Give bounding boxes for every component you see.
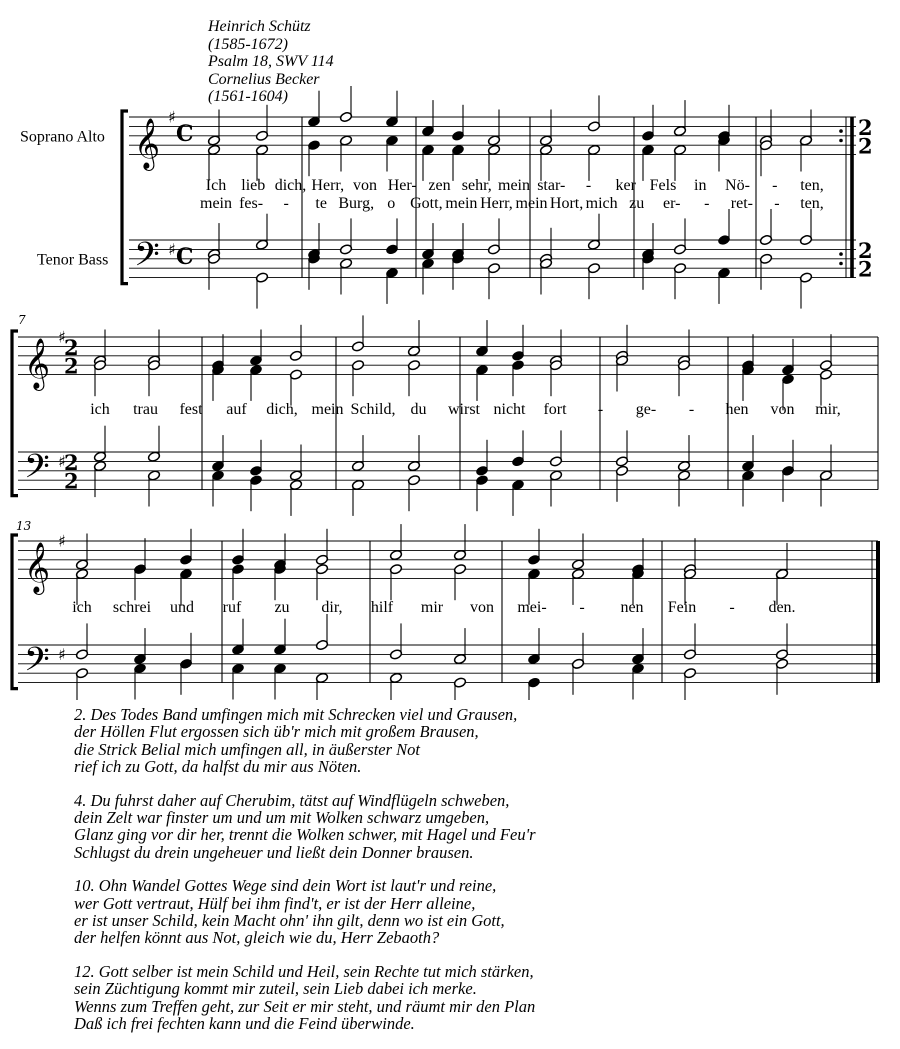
lyric-syllable: mir xyxy=(420,599,444,616)
lyric-syllable: fest xyxy=(179,401,203,418)
verse xyxy=(74,706,536,776)
lyric-syllable: ich xyxy=(90,401,110,418)
bass-clef-icon: 𝄢 xyxy=(24,640,50,687)
lyric-syllable: Ich xyxy=(205,177,227,194)
lyric-syllable: schrei xyxy=(112,599,152,616)
lyric-syllable: - xyxy=(283,195,289,212)
lyric-syllable: hilf xyxy=(370,599,394,616)
measure-number: 13 xyxy=(16,519,32,533)
lyric-syllable: fort xyxy=(543,401,567,418)
lyric-syllable: mein xyxy=(515,195,548,212)
part-name-soprano-alto: Soprano Alto xyxy=(20,128,105,146)
lyric-syllable: in xyxy=(694,177,707,194)
lyric-syllable: ich xyxy=(72,599,92,616)
verses-block xyxy=(74,706,536,1049)
lyric-syllable: Hort, xyxy=(549,195,584,212)
verse-line: Glanz ging vor dir her, trennt die Wolken schwer, mit Hagel und Feu'r xyxy=(74,825,536,845)
lyric-syllable: dich, xyxy=(274,177,307,194)
verse-line: 10. Ohn Wandel Gottes Wege sind dein Wort ist laut'r und reine, xyxy=(74,876,497,896)
lyric-syllable: - xyxy=(579,599,585,616)
key-signature-sharp: ♯ xyxy=(168,240,176,260)
lyric-syllable: Herr, xyxy=(480,195,513,212)
header-line: (1585-1672) xyxy=(208,35,288,53)
time-signature: 2 xyxy=(858,256,873,282)
treble-clef-icon: 𝄞 xyxy=(24,541,51,593)
lyric-syllable: mein xyxy=(311,401,344,418)
lyric-syllable: den. xyxy=(768,599,796,616)
verse-line: Schlugst du drein ungeheuer und ließt dein Donner brausen. xyxy=(74,842,474,862)
lyric-syllable: te xyxy=(315,195,327,212)
lyric-syllable: ten, xyxy=(800,195,824,212)
lyric-syllable: Fein xyxy=(667,599,697,616)
lyric-syllable: - xyxy=(729,599,735,616)
lyric-syllable: ten, xyxy=(800,177,824,194)
lyric-syllable: ret- xyxy=(730,195,753,212)
lyric-syllable: zu xyxy=(274,599,290,616)
time-signature: 2 xyxy=(64,353,79,379)
lyric-syllable: ge- xyxy=(635,401,657,418)
lyric-syllable: dich, xyxy=(266,401,298,418)
lyric-syllable: mein xyxy=(445,195,478,212)
lyric-syllable: trau xyxy=(133,401,158,418)
time-signature: 2 xyxy=(858,114,873,140)
key-signature-sharp: ♯ xyxy=(168,107,176,127)
lyric-syllable: o xyxy=(387,195,396,212)
time-signature: 2 xyxy=(64,334,79,360)
lyric-syllable: hen xyxy=(725,401,749,418)
lyric-syllable: - xyxy=(597,401,604,418)
lyric-syllable: zen xyxy=(428,177,451,194)
verse-line: wer Gott vertraut, Hülf bei ihm find't, er ist der Herr alleine, xyxy=(74,893,476,913)
lyric-syllable: fes- xyxy=(239,195,264,212)
lyric-syllable: - xyxy=(772,177,778,194)
lyric-syllable: von xyxy=(353,177,377,194)
verse-line: die Strick Belial mich umfingen all, in äußerster Not xyxy=(74,739,420,759)
lyric-syllable: ker xyxy=(615,177,636,194)
lyric-syllable: mich xyxy=(585,195,618,212)
lyric-syllable: nicht xyxy=(493,401,526,418)
lyric-syllable: wirst xyxy=(448,401,480,418)
lyric-syllable: und xyxy=(170,599,194,616)
lyric-syllable: sehr, xyxy=(461,177,492,194)
lyric-syllable: Schild, xyxy=(350,401,396,418)
lyric-syllable: mein xyxy=(498,177,530,194)
measure-number: 7 xyxy=(18,313,26,327)
part-name-tenor-bass: Tenor Bass xyxy=(37,251,109,269)
time-signature: 2 xyxy=(858,237,873,263)
treble-clef-icon: 𝄞 xyxy=(24,337,51,389)
lyric-syllable: von xyxy=(770,401,795,418)
key-signature-sharp: ♯ xyxy=(58,327,66,347)
verse-line: sein Züchtigung kommt mir zuteil, sein Lieb dabei ich merke. xyxy=(74,979,477,999)
key-signature-sharp: ♯ xyxy=(58,645,66,665)
lyric-syllable: Her- xyxy=(387,177,417,194)
repeat-dot xyxy=(839,252,843,256)
verse-line: er ist unser Schild, kein Macht ohn' ihn gilt, denn wo ist ein Gott, xyxy=(74,911,505,931)
lyric-syllable: ruf xyxy=(222,599,242,616)
lyric-syllable: Herr, xyxy=(311,177,345,194)
verse-line: 2. Des Todes Band umfingen mich mit Schrecken viel und Grausen, xyxy=(74,705,518,724)
lyric-syllable: mein xyxy=(200,195,232,212)
lyric-syllable: von xyxy=(470,599,494,616)
lyric-syllable: er- xyxy=(663,195,681,212)
verse-line: Daß ich frei fechten kann und die Feind überwinde. xyxy=(74,1014,415,1034)
lyric-syllable: mir, xyxy=(815,401,841,418)
key-signature-sharp: ♯ xyxy=(58,452,66,472)
lyric-syllable: lieb xyxy=(241,177,266,194)
lyric-syllable: - xyxy=(704,195,710,212)
system-bracket xyxy=(12,535,18,689)
verse-line: 4. Du fuhrst daher auf Cherubim, tätst auf Windflügeln schweben, xyxy=(74,790,510,810)
header-line: Psalm 18, SWV 114 xyxy=(208,53,334,70)
lyric-syllable: - xyxy=(585,177,592,194)
treble-clef-icon: 𝄞 xyxy=(134,117,161,169)
verse-line: der Höllen Flut ergossen sich üb'r mich mit großem Brausen, xyxy=(74,722,479,742)
lyric-syllable: Fels xyxy=(649,177,677,194)
header-line: Cornelius Becker xyxy=(208,70,320,88)
time-signature-common: C xyxy=(176,120,194,147)
verse-line: 12. Gott selber ist mein Schild und Heil, sein Rechte tut mich stärken, xyxy=(74,961,534,981)
system-bracket xyxy=(122,111,128,284)
lyric-syllable: - xyxy=(688,401,695,418)
verse-line: der helfen könnt aus Not, gleich wie du, Herr Zebaoth? xyxy=(74,928,440,948)
header-line: Heinrich Schütz xyxy=(208,18,311,35)
time-signature: 2 xyxy=(64,449,79,475)
lyric-syllable: - xyxy=(774,195,780,212)
verse-line: Wenns zum Treffen geht, zur Seit er mir steht, und räumt mir den Plan xyxy=(74,996,536,1016)
header-line: (1561-1604) xyxy=(208,88,288,105)
time-signature-common: C xyxy=(176,243,194,270)
lyric-syllable: du xyxy=(410,401,427,418)
bass-clef-icon: 𝄢 xyxy=(24,447,50,494)
verse xyxy=(74,877,536,947)
verse xyxy=(74,963,536,1033)
bass-clef-icon: 𝄢 xyxy=(134,235,160,282)
verse-line: rief ich zu Gott, da halfst du mir aus Nöten. xyxy=(74,757,362,777)
lyric-syllable: star- xyxy=(537,177,566,194)
verse xyxy=(74,792,536,862)
key-signature-sharp: ♯ xyxy=(58,531,66,551)
lyric-syllable: dir, xyxy=(321,599,343,616)
system-bracket xyxy=(12,331,18,496)
time-signature: 2 xyxy=(858,133,873,159)
lyric-syllable: auf xyxy=(226,401,247,418)
repeat-dot xyxy=(839,129,843,133)
verse-line: dein Zelt war finster um und um mit Wolken schwarz umgeben, xyxy=(74,808,490,828)
lyric-syllable: Gott, xyxy=(410,195,443,212)
time-signature: 2 xyxy=(64,468,79,494)
lyric-syllable: nen xyxy=(620,599,644,616)
lyric-syllable: Nö- xyxy=(725,177,750,194)
repeat-dot xyxy=(839,139,843,143)
repeat-dot xyxy=(839,262,843,266)
lyric-syllable: Burg, xyxy=(338,195,375,212)
lyric-syllable: zu xyxy=(629,195,645,212)
lyric-syllable: mei- xyxy=(517,599,547,616)
